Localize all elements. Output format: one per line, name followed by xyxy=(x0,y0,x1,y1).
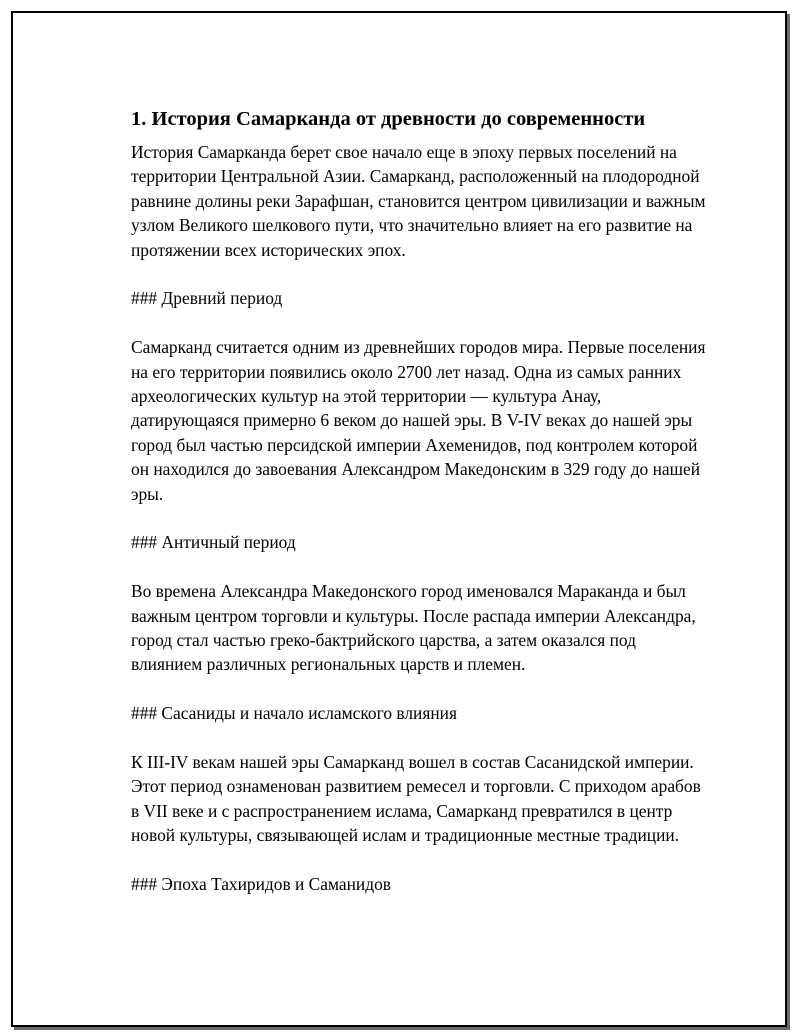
paragraph-ancient: Самарканд считается одним из древнейших городов мира. Первые поселения на его территории появились около 2700 лет назад. Одна из самых ранних археологических культур на этой территории — культура Анау, датирующаяся примерно 6 веком до нашей эры. В V-IV веках до нашей эры город был частью персидской империи Ахеменидов, под контролем которой он находился до завоевания Александром Македонским в 329 году до нашей эры. xyxy=(131,337,706,504)
section-heading-ancient: ### Древний период xyxy=(131,288,283,309)
section-heading-tahirids: ### Эпоха Тахиридов и Саманидов xyxy=(131,874,391,895)
paragraph-sasanids: К III-IV векам нашей эры Самарканд вошел в состав Сасанидской империи. Этот период ознаменован развитием ремесел и торговли. С приходом арабов в VII веке и с распространением ислама, Самарканд превратился в центр новой культуры, связывающей ислам и традиционные местные традиции. xyxy=(131,752,701,846)
paragraph-intro: История Самарканда берет свое начало еще в эпоху первых поселений на территории Центральной Азии. Самарканд, расположенный на плодородной равнине долины реки Зарафшан, становится центром цивилизации и важным узлом Великого шелкового пути, что значительно влияет на его развитие на протяжении всех исторических эпох. xyxy=(131,142,706,260)
paragraph-antique: Во времена Александра Македонского город именовался Мараканда и был важным центром торговли и культуры. После распада империи Александра, город стал частью греко-бактрийского царства, а затем оказался под влиянием различных региональных царств и племен. xyxy=(131,581,696,675)
section-heading-sasanids: ### Сасаниды и начало исламского влияния xyxy=(131,703,457,724)
document-body xyxy=(131,105,711,921)
page-frame xyxy=(11,11,787,1027)
section-heading-antique: ### Античный период xyxy=(131,532,296,553)
document-title: 1. История Самарканда от древности до современности xyxy=(131,108,646,130)
